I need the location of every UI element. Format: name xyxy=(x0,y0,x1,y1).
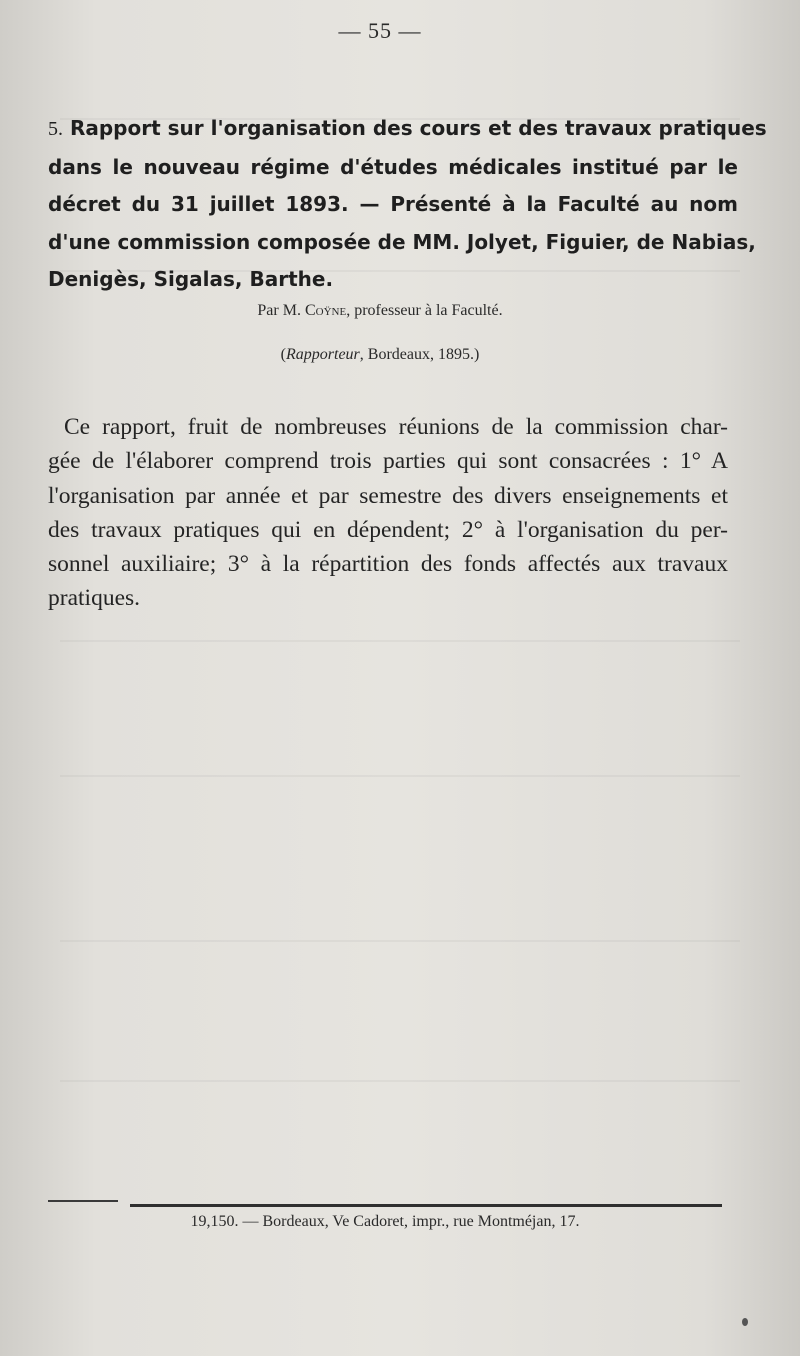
heading-line-1 xyxy=(48,110,767,149)
show-through-line xyxy=(60,775,740,777)
byline-suffix: , professeur à la Faculté. xyxy=(346,302,503,319)
journal-name: Rapporteur xyxy=(286,346,360,363)
show-through-line xyxy=(60,1080,740,1082)
heading-line-3: décret du 31 juillet 1893. — Présenté à la Faculté au nom xyxy=(48,192,738,216)
section-heading xyxy=(48,110,767,299)
byline xyxy=(0,302,760,320)
heading-line-4: d'une commission composée de MM. Jolyet, Figuier, de Nabias, xyxy=(48,229,756,254)
printer-colophon: 19,150. — Bordeaux, Ve Cadoret, impr., rue Montméjan, 17. xyxy=(190,1213,580,1230)
body-line-5: sonnel auxiliaire; 3° à la répartition des fonds affectés aux travaux xyxy=(48,551,728,578)
author-name: Coÿne xyxy=(304,302,347,319)
body-line-1: Ce rapport, fruit de nombreuses réunions de la commission char- xyxy=(64,414,728,440)
body-line-6: pratiques. xyxy=(48,585,141,612)
byline-prefix: Par M. xyxy=(257,302,301,319)
page-number: — 55 — xyxy=(338,18,422,43)
body-line-3: l'organisation par année et par semestre des divers enseignements et xyxy=(48,482,728,509)
footer-rule-short xyxy=(48,1200,118,1202)
section-number: 5. xyxy=(48,118,63,140)
citation-open: ( xyxy=(280,346,286,363)
ink-speck xyxy=(742,1318,748,1326)
heading-line-5: Denigès, Sigalas, Barthe. xyxy=(48,267,334,291)
body-paragraph xyxy=(48,410,728,616)
footer-rule-long xyxy=(130,1204,722,1207)
show-through-line xyxy=(60,640,740,642)
heading-line-2: dans le nouveau régime d'études médicales institué par le xyxy=(48,154,738,179)
citation-rest: , Bordeaux, 1895.) xyxy=(359,346,480,363)
heading-line-1-text: Rapport sur l'organisation des cours et des travaux pratiques xyxy=(69,116,767,140)
body-line-4: des travaux pratiques qui en dépendent; 2° à l'organisation du per- xyxy=(48,516,728,543)
body-line-2: gée de l'élaborer comprend trois parties qui sont consacrées : 1° A xyxy=(48,448,728,475)
show-through-line xyxy=(60,940,740,942)
citation xyxy=(0,346,760,364)
